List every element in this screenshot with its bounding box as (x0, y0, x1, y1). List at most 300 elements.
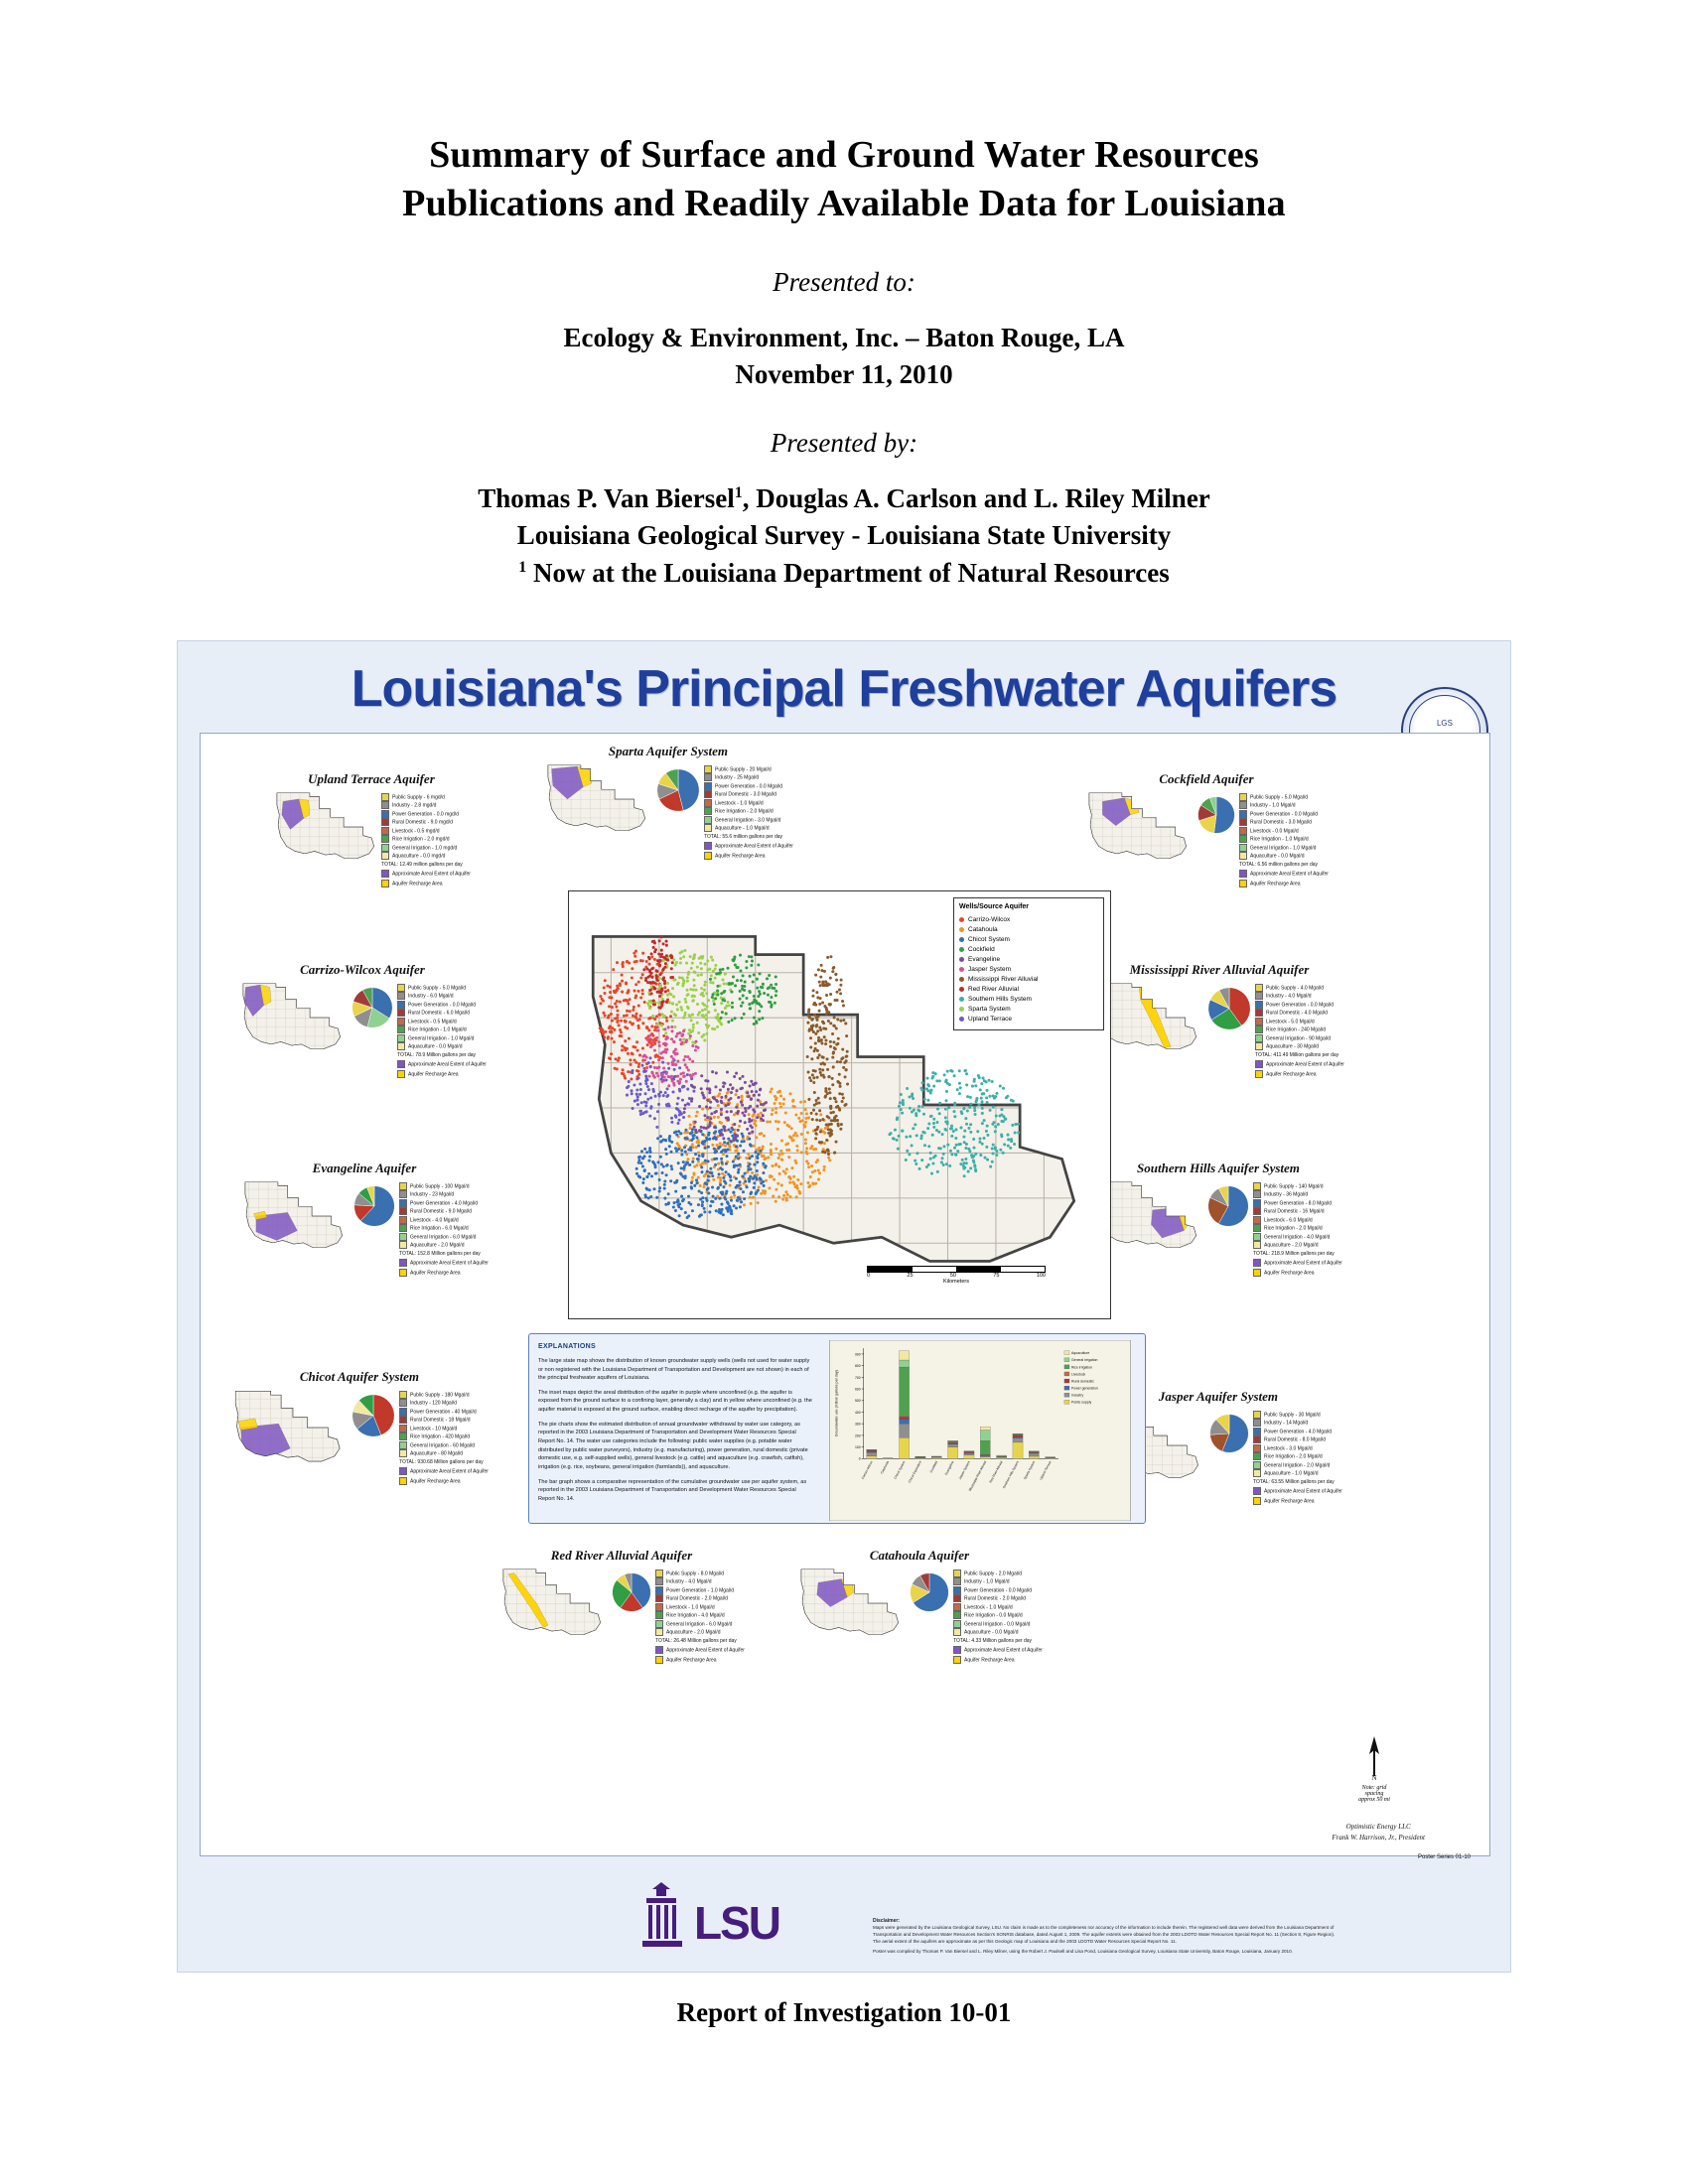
legend-label: Rural Domestic - 16 Mgal/d (1264, 1208, 1325, 1215)
aquifer-extent-map (230, 1387, 348, 1468)
legend-label: Industry - 25 Mgal/d (715, 774, 760, 781)
aquifer-total-withdrawal: TOTAL: 6.56 million gallons per day (1239, 862, 1319, 869)
extent-legend-row (1253, 1259, 1342, 1267)
aquifer-pie-wrapper (352, 1184, 396, 1233)
aquifer-panel-body (498, 1566, 745, 1664)
legend-label: General Irrigation - 1.0 Mgal/d (1250, 844, 1317, 851)
legend-label: Public Supply - 100 Mgal/d (410, 1183, 470, 1190)
legend-label: Livestock - 0.5 mgd/d (392, 828, 440, 835)
extent-legend-row (704, 852, 793, 860)
legend-label: Aquaculture - 2.0 Mgal/d (666, 1629, 721, 1636)
state-outline-icon (1084, 789, 1194, 865)
aquifer-water-use-legend (399, 1182, 489, 1277)
legend-swatch (1253, 1452, 1261, 1460)
legend-row (1255, 1018, 1344, 1025)
disclaimer-body: Maps were generated by the Louisiana Geological Survey, LSU. No claim is made as to the completeness nor accuracy of the information to include therein. The registered well data were derived from the Louisiana Department of Transportation and Development Water Resources Section's SONRIS database, dated August 1, 2009. The aquifer extents were obtained from the 2003 LDOTD Water Resources Special Report No. 11 (Section 8, Figure Region). The aerial extent of the aquifers are approximate as per this Geologic map of Louisiana and the 2003 LDOTD Water Resources Special Report No. 11. (873, 1925, 1336, 1945)
legend-swatch (1255, 1018, 1263, 1025)
extent-legend-row (1253, 1497, 1342, 1505)
poster-credit-block (1332, 1822, 1425, 1843)
aquifer-total-withdrawal: TOTAL: 12.49 million gallons per day (381, 862, 463, 869)
extent-legend-swatch (381, 880, 389, 887)
legend-label: Public Supply - 20 Mgal/d (715, 766, 772, 773)
svg-text:300: 300 (854, 1422, 861, 1427)
legend-label: Livestock - 0.0 Mgal/d (1250, 828, 1299, 835)
legend-row (1239, 801, 1329, 809)
map-scale-bar (867, 1266, 1046, 1285)
legend-swatch (399, 1449, 407, 1457)
aquifer-pie-chart (1206, 1184, 1250, 1228)
legend-dot-icon (959, 987, 964, 992)
legend-row (397, 1001, 487, 1009)
legend-swatch (704, 799, 712, 807)
authors-line-1 (0, 480, 1688, 517)
legend-label: Aquaculture - 0.0 Mgal/d (408, 1043, 463, 1050)
legend-label: Public Supply - 180 Mgal/d (410, 1392, 470, 1399)
svg-text:Rice irrigation: Rice irrigation (1071, 1365, 1092, 1370)
legend-swatch (1253, 1435, 1261, 1443)
legend-label: Livestock - 10 Mgal/d (410, 1426, 458, 1433)
state-outline-icon (272, 789, 381, 865)
legend-swatch (381, 801, 389, 809)
legend-dot-icon (959, 997, 964, 1002)
legend-row (399, 1399, 489, 1407)
aquifer-water-use-legend (953, 1570, 1043, 1664)
extent-legend-swatch (381, 870, 389, 878)
legend-row (399, 1207, 489, 1215)
extent-legend-label: Aquifer Recharge Area (964, 1657, 1015, 1664)
legend-label: Rice Irrigation - 2.0 Mgal/d (715, 808, 774, 815)
legend-label: Power Generation - 0.0 Mgal/d (1266, 1002, 1335, 1009)
aquifer-pie-chart (611, 1571, 652, 1613)
legend-swatch (399, 1241, 407, 1249)
aquifer-water-use-legend (399, 1391, 489, 1485)
aquifer-panel-chicot-aquifer-system (230, 1369, 489, 1485)
cumulative-use-bar-chart (821, 1334, 1145, 1523)
svg-text:100: 100 (854, 1445, 861, 1450)
legend-row (399, 1449, 489, 1457)
svg-text:Carrizo-Wilcox: Carrizo-Wilcox (860, 1459, 874, 1480)
aquifer-water-use-legend (655, 1570, 745, 1664)
svg-text:400: 400 (854, 1410, 861, 1415)
legend-label: Livestock - 3.0 Mgal/d (1264, 1445, 1313, 1452)
legend-row (381, 793, 471, 801)
legend-swatch (704, 782, 712, 790)
legend-row (397, 1009, 487, 1017)
legend-label: General Irrigation - 60 Mgal/d (410, 1441, 476, 1448)
extent-legend-label: Approximate Areal Extent of Aquifer (410, 1260, 489, 1267)
legend-swatch (655, 1586, 663, 1594)
svg-text:Sparta System: Sparta System (1023, 1459, 1037, 1480)
explanation-paragraph: The bar graph shows a comparative representation of the cumulative groundwater use per aquifer system, as reported in the 2003 Louisiana Department of Transportation and Development Water Resources Special Report No. 14. (538, 1478, 807, 1503)
presented-to-label: Presented to: (773, 266, 915, 297)
legend-label: Aquaculture - 30 Mgal/d (1266, 1043, 1320, 1050)
legend-row (953, 1586, 1043, 1594)
legend-label: Power Generation - 0.0 mgd/d (392, 811, 459, 818)
svg-text:Aquaculture: Aquaculture (1071, 1351, 1090, 1356)
legend-label: Power Generation - 0.0 Mgal/d (715, 783, 783, 790)
aquifer-extent-map (796, 1566, 906, 1641)
central-legend-item (959, 955, 1098, 965)
legend-row (397, 992, 487, 1000)
state-outline-icon (796, 1566, 906, 1641)
legend-row (1253, 1469, 1342, 1477)
svg-text:General Irrigation: General Irrigation (1071, 1358, 1098, 1363)
extent-legend-swatch (399, 1477, 407, 1485)
legend-label: Rice Irrigation - 420 Mgal/d (410, 1433, 471, 1440)
aquifer-panel-body (238, 980, 487, 1078)
extent-legend-swatch (953, 1646, 961, 1654)
legend-row (1253, 1411, 1342, 1419)
svg-text:Cockfield: Cockfield (928, 1459, 939, 1474)
legend-row (953, 1603, 1043, 1611)
author-primary: Thomas P. Van Biersel (478, 483, 735, 514)
legend-label: Power Generation - 0.0 Mgal/d (1250, 811, 1319, 818)
legend-swatch (1239, 793, 1247, 801)
legend-row (381, 801, 471, 809)
legend-swatch (953, 1577, 961, 1585)
legend-dot-icon (959, 1017, 964, 1022)
legend-row (1253, 1241, 1342, 1249)
legend-label: Industry - 1.0 Mgal/d (1250, 802, 1296, 809)
state-outline-icon (543, 761, 652, 837)
extent-legend-label: Approximate Areal Extent of Aquifer (410, 1468, 489, 1475)
poster-canvas (200, 733, 1490, 1856)
credit-company: Optimistic Energy LLC (1345, 1823, 1411, 1831)
north-arrow-icon (1361, 1734, 1387, 1780)
legend-label: Aquaculture - 0.0 Mgal/d (964, 1629, 1019, 1636)
legend-row (1255, 1034, 1344, 1042)
scale-tick-label: 75 (993, 1273, 1000, 1279)
legend-dot-icon (959, 1007, 964, 1012)
explanation-paragraph: The large state map shows the distribution of known groundwater supply wells (wells not used for water supply or non registered with the Louisiana Department of Transportation and Development are not shown) in each of the principal freshwater aquifers of Louisiana. (538, 1357, 810, 1382)
svg-text:200: 200 (854, 1433, 861, 1438)
aquifer-panel-catahoula-aquifer (796, 1548, 1043, 1664)
aquifer-panel-title: Red River Alluvial Aquifer (550, 1548, 693, 1563)
extent-legend-row (397, 1070, 487, 1078)
legend-row (704, 773, 793, 781)
legend-swatch (1253, 1444, 1261, 1452)
legend-swatch (1253, 1199, 1261, 1207)
aquifer-extent-map (240, 1178, 350, 1254)
extent-legend-label: Aquifer Recharge Area (392, 881, 443, 887)
aquifer-pie-chart (352, 1184, 396, 1228)
extent-legend-row (397, 1060, 487, 1068)
legend-row (397, 1034, 487, 1042)
legend-swatch (953, 1570, 961, 1577)
legend-label: Public Supply - 6 mgd/d (392, 794, 445, 801)
poster-figure (177, 640, 1511, 1973)
aquifer-panel-red-river-alluvial-aquifer (498, 1548, 745, 1664)
legend-row (397, 1042, 487, 1050)
legend-swatch (1239, 835, 1247, 843)
extent-legend-label: Approximate Areal Extent of Aquifer (1266, 1061, 1344, 1068)
legend-label: Power Generation - 8.0 Mgal/d (1264, 1200, 1333, 1207)
legend-row (1255, 1009, 1344, 1017)
legend-label: Industry - 36 Mgal/d (1264, 1191, 1309, 1198)
extent-legend-swatch (1239, 870, 1247, 878)
central-legend-item (959, 1015, 1098, 1024)
page-title (0, 131, 1688, 229)
legend-dot-icon (959, 927, 964, 932)
legend-swatch (1255, 984, 1263, 992)
legend-dot-icon (959, 957, 964, 962)
legend-row (1253, 1233, 1342, 1241)
central-map-legend (953, 897, 1104, 1030)
legend-label: Power Generation - 4.0 Mgal/d (410, 1200, 479, 1207)
legend-row (655, 1611, 745, 1619)
legend-swatch (397, 984, 405, 992)
legend-row (399, 1182, 489, 1190)
legend-label: Public Supply - 8.0 Mgal/d (666, 1570, 725, 1577)
authors-footnote (0, 555, 1688, 592)
extent-legend-swatch (1253, 1259, 1261, 1267)
legend-swatch (399, 1216, 407, 1224)
extent-legend-label: Approximate Areal Extent of Aquifer (392, 871, 471, 878)
legend-label: Industry - 14 Mgal/d (1264, 1420, 1309, 1427)
disclaimer-title: Disclaimer: (873, 1917, 900, 1924)
aquifer-panel-title: Carrizo-Wilcox Aquifer (300, 962, 425, 977)
legend-swatch (655, 1620, 663, 1628)
svg-text:500: 500 (854, 1399, 861, 1404)
legend-row (704, 799, 793, 807)
legend-swatch (953, 1586, 961, 1594)
extent-legend-label: Approximate Areal Extent of Aquifer (666, 1647, 745, 1654)
aquifer-water-use-legend (1253, 1411, 1342, 1505)
legend-swatch (397, 1009, 405, 1017)
legend-swatch (953, 1603, 961, 1611)
extent-legend-swatch (1255, 1070, 1263, 1078)
legend-swatch (1255, 992, 1263, 1000)
state-outline-icon (498, 1566, 608, 1641)
legend-row (399, 1433, 489, 1440)
legend-row (381, 844, 471, 852)
legend-label: Power Generation - 40 Mgal/d (410, 1409, 477, 1416)
legend-swatch (397, 992, 405, 1000)
legend-row (1253, 1182, 1342, 1190)
legend-swatch (399, 1433, 407, 1440)
extent-legend-row (381, 870, 471, 878)
legend-swatch (381, 810, 389, 818)
legend-row (1253, 1461, 1342, 1469)
legend-label: General Irrigation - 0.0 Mgal/d (964, 1620, 1031, 1627)
legend-row (953, 1577, 1043, 1585)
aquifer-pie-chart (909, 1571, 950, 1613)
svg-text:700: 700 (854, 1375, 861, 1380)
aquifer-total-withdrawal: TOTAL: 4.33 Million gallons per day (953, 1638, 1033, 1645)
legend-label: Livestock - 1.0 Mgal/d (964, 1604, 1013, 1611)
footnote-text: Now at the Louisiana Department of Natural Resources (526, 557, 1170, 588)
legend-label: Public Supply - 5.0 Mgal/d (408, 985, 467, 992)
legend-label: Industry - 4.0 Mgal/d (1266, 993, 1312, 1000)
legend-swatch (655, 1603, 663, 1611)
explanation-paragraph: The pie charts show the estimated distribution of annual groundwater withdrawal by water use category, as reported in the 2003 Louisiana Department of Transportation and Development Water Resources Special Report No. 14. The water use categories include the following: public water supplies (e.g. potable water distributed by public water purveyors), industry (e.g. manufacturing), power generation, rural domestic (private domestic use, e.g. self-supplied wells), general livestock (e.g. cattle) and aquaculture (e.g. crawfish, catfish), irrigation (e.g. rice, soybeans, general irrigation (farmlands)), and aquaculture. (538, 1421, 808, 1471)
aquifer-panel-title: Evangeline Aquifer (312, 1160, 417, 1175)
aquifer-extent-map (238, 980, 348, 1055)
report-number: Report of Investigation 10-01 (676, 1997, 1012, 2027)
extent-legend-row (1239, 870, 1329, 878)
svg-text:800: 800 (854, 1364, 861, 1369)
legend-swatch (399, 1199, 407, 1207)
svg-text:Jasper System: Jasper System (957, 1459, 971, 1481)
presented-by-label: Presented by: (770, 428, 918, 459)
legend-label: Rice Irrigation - 2.0 Mgal/d (1264, 1225, 1323, 1232)
legend-swatch (953, 1594, 961, 1602)
legend-label: Industry - 2.8 mgd/d (392, 802, 437, 809)
aquifer-pie-wrapper (1196, 795, 1236, 840)
title-block (0, 0, 1688, 592)
legend-swatch (1239, 810, 1247, 818)
extent-legend-swatch (1253, 1497, 1261, 1505)
central-legend-label: Red River Alluvial (968, 986, 1019, 994)
legend-row (704, 782, 793, 790)
legend-row (655, 1577, 745, 1585)
legend-swatch (655, 1611, 663, 1619)
legend-label: Rice Irrigation - 2.0 Mgal/d (1264, 1453, 1323, 1460)
legend-row (1253, 1435, 1342, 1443)
legend-swatch (399, 1441, 407, 1449)
extent-legend-swatch (1239, 880, 1247, 887)
central-legend-item (959, 965, 1098, 975)
legend-row (399, 1241, 489, 1249)
legend-label: Aquaculture - 1.0 Mgal/d (715, 825, 770, 832)
poster-footer (178, 1862, 1510, 1972)
legend-row (704, 824, 793, 832)
aquifer-panel-title: Southern Hills Aquifer System (1137, 1160, 1300, 1175)
extent-legend-row (655, 1646, 745, 1654)
extent-legend-swatch (1253, 1487, 1261, 1495)
aquifer-total-withdrawal: TOTAL: 218.9 Million gallons per day (1253, 1251, 1335, 1258)
aquifer-panel-body (272, 789, 471, 887)
legend-label: Rural Domestic - 9.0 Mgal/d (410, 1208, 472, 1215)
extent-legend-row (1253, 1269, 1342, 1277)
legend-label: Livestock - 5.0 Mgal/d (1266, 1019, 1315, 1025)
aquifer-panel-evangeline-aquifer (240, 1160, 489, 1277)
legend-swatch (397, 1018, 405, 1025)
extent-legend-label: Aquifer Recharge Area (1264, 1270, 1315, 1277)
legend-swatch (655, 1570, 663, 1577)
credit-person: Frank W. Harrison, Jr., President (1332, 1833, 1425, 1842)
extent-legend-row (381, 880, 471, 887)
legend-swatch (1255, 1001, 1263, 1009)
legend-swatch (399, 1224, 407, 1232)
svg-text:Chicot System: Chicot System (893, 1459, 907, 1480)
legend-row (655, 1628, 745, 1636)
state-outline-icon (238, 980, 348, 1055)
legend-row (1253, 1190, 1342, 1198)
aquifer-total-withdrawal: TOTAL: 411.49 Million gallons per day (1255, 1052, 1339, 1059)
aquifer-pie-wrapper (1206, 1184, 1250, 1233)
extent-legend-label: Aquifer Recharge Area (1264, 1498, 1315, 1505)
svg-text:Catahoula: Catahoula (879, 1459, 891, 1475)
legend-label: Power Generation - 0.0 Mgal/d (964, 1587, 1033, 1594)
extent-legend-swatch (399, 1467, 407, 1475)
legend-label: Aquaculture - 2.0 Mgal/d (1264, 1242, 1319, 1249)
legend-swatch (704, 765, 712, 773)
extent-legend-row (953, 1656, 1043, 1664)
legend-swatch (399, 1408, 407, 1416)
extent-legend-label: Approximate Areal Extent of Aquifer (1264, 1260, 1342, 1267)
legend-dot-icon (959, 937, 964, 942)
scale-unit-label: Kilometers (943, 1279, 969, 1285)
aquifer-panel-body (796, 1566, 1043, 1664)
svg-text:0: 0 (858, 1456, 861, 1461)
explanation-text (529, 1334, 821, 1523)
legend-swatch (1239, 818, 1247, 826)
svg-text:Power generation: Power generation (1071, 1386, 1098, 1391)
poster-title: Louisiana's Principal Freshwater Aquifers (351, 660, 1337, 718)
aquifer-total-withdrawal: TOTAL: 63.55 Million gallons per day (1253, 1479, 1335, 1486)
scale-tick-label: 50 (949, 1273, 956, 1279)
extent-legend-row (399, 1269, 489, 1277)
legend-row (1253, 1224, 1342, 1232)
extent-legend-row (1255, 1060, 1344, 1068)
extent-legend-row (953, 1646, 1043, 1654)
legend-swatch (399, 1182, 407, 1190)
aquifer-water-use-legend (1239, 793, 1329, 887)
legend-row (399, 1224, 489, 1232)
legend-row (1239, 810, 1329, 818)
legend-label: Rice Irrigation - 2.0 mgd/d (392, 836, 450, 843)
aquifer-panel-title: Chicot Aquifer System (299, 1369, 420, 1384)
legend-label: Public Supply - 5.0 Mgal/d (1250, 794, 1309, 801)
aquifer-pie-chart (1196, 795, 1236, 835)
legend-label: Rural Domestic - 9.0 mgd/d (392, 819, 453, 826)
legend-label: General Irrigation - 6.0 Mgal/d (410, 1233, 477, 1240)
legend-swatch (704, 790, 712, 798)
central-legend-item (959, 945, 1098, 955)
title-line-1: Summary of Surface and Ground Water Resources (429, 134, 1259, 176)
legend-label: Livestock - 1.0 Mgal/d (666, 1604, 715, 1611)
legend-swatch (1253, 1233, 1261, 1241)
svg-text:Rural domestic: Rural domestic (1071, 1379, 1094, 1384)
legend-row (953, 1570, 1043, 1577)
svg-text:900: 900 (854, 1352, 861, 1357)
legend-swatch (397, 1042, 405, 1050)
legend-swatch (381, 827, 389, 835)
poster-series-label: Poster Series 01-10 (1417, 1854, 1471, 1860)
legend-row (1239, 835, 1329, 843)
aquifer-pie-wrapper (611, 1571, 652, 1618)
svg-text:Public supply: Public supply (1071, 1400, 1092, 1405)
legend-row (1253, 1207, 1342, 1215)
legend-row (1239, 844, 1329, 852)
aquifer-panel-sparta-aquifer-system (543, 744, 793, 860)
legend-row (1255, 1025, 1344, 1033)
central-legend-label: Carrizo-Wilcox (968, 915, 1011, 923)
legend-row (399, 1190, 489, 1198)
legend-row (655, 1620, 745, 1628)
legend-swatch (1253, 1182, 1261, 1190)
extent-legend-row (655, 1656, 745, 1664)
legend-label: Industry - 120 Mgal/d (410, 1400, 457, 1407)
legend-swatch (1253, 1241, 1261, 1249)
state-outline-icon (240, 1178, 350, 1254)
extent-legend-row (1239, 880, 1329, 887)
extent-legend-swatch (655, 1656, 663, 1664)
aquifer-panel-body (543, 761, 793, 860)
legend-row (704, 765, 793, 773)
central-legend-label: Catahoula (968, 925, 998, 933)
svg-text:Upland Terrace: Upland Terrace (1039, 1459, 1053, 1481)
extent-legend-label: Approximate Areal Extent of Aquifer (1264, 1488, 1342, 1495)
legend-row (953, 1628, 1043, 1636)
aquifer-panel-body (1094, 980, 1344, 1078)
north-arrow (1357, 1734, 1391, 1803)
legend-row (1255, 1042, 1344, 1050)
extent-legend-label: Aquifer Recharge Area (666, 1657, 717, 1664)
extent-legend-label: Approximate Areal Extent of Aquifer (408, 1061, 487, 1068)
aquifer-pie-wrapper (1208, 1413, 1250, 1459)
